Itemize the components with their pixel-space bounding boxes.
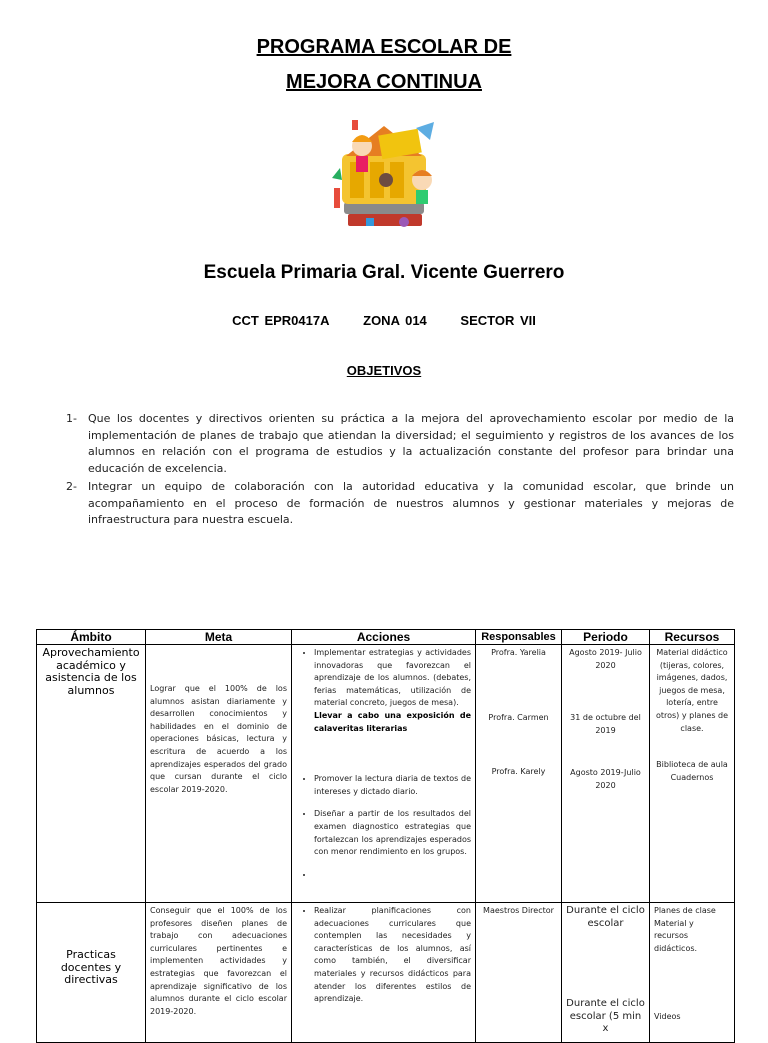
responsable-2: Profra. Carmen [488, 712, 549, 722]
action-text: Implementar estrategias y actividades innovadoras que favorezcan el aprendizaje de los alumnos. (debates, ferias matemáticas, utilización de material concreto, juegos de mesa). [314, 648, 471, 708]
meta-text: Lograr que el 100% de los alumnos asistan diariamente y desarrollen conocimientos y habilidades en el dominio de operaciones básicas, lectura y escritura de acuerdo a los aprendizajes esperados del grado que cursan durante el ciclo escolar 2019-2020. [150, 684, 287, 794]
cell-acciones [292, 903, 476, 1043]
header-recursos: Recursos [650, 630, 735, 645]
periodo-1: Agosto 2019- Julio 2020 [569, 648, 642, 670]
action-item-empty [314, 869, 471, 882]
recurso-2: Videos [654, 1012, 681, 1022]
table-row [37, 645, 735, 903]
cell-periodo [562, 903, 650, 1043]
action-item: • Realizar planificaciones con adecuaciones curriculares que contemplen las necesidades y características de los alumnos, así como también, el diversificar materiales y recursos didácticos para atender los diferentes estilos de aprendizaje. [314, 905, 471, 1006]
zona-code: ZONA 014 [363, 313, 427, 328]
header-responsables: Responsables [476, 630, 562, 645]
cct-code: CCT EPR0417A [232, 313, 330, 328]
header-meta: Meta [146, 630, 292, 645]
periodo-2: Durante el ciclo escolar (5 min x [566, 998, 645, 1035]
periodo-2: 31 de octubre del 2019 [570, 713, 641, 735]
cell-meta: Conseguir que el 100% de los profesores diseñen planes de trabajo con adecuaciones curriculares pertinentes e implementen actividades y estrategias que favorezcan el aprendizaje significativo de los alumnos durante el ciclo escolar 2019-2020. [146, 903, 292, 1043]
objectives-heading: OBJETIVOS [346, 363, 422, 378]
school-name: Escuela Primaria Gral. Vicente Guerrero [203, 262, 565, 283]
objective-item [66, 479, 734, 529]
cell-recursos [650, 645, 735, 903]
cell-acciones [292, 645, 476, 903]
objective-number: 2- [66, 480, 77, 493]
objective-text: Que los docentes y directivos orienten su práctica a la mejora del aprovechamiento escolar por medio de la implementación de planes de trabajo que atiendan la diversidad; el seguimiento y registros de los avances de los alumnos en relación con el programa de estudios y la actualización constante del profesor para brindar una educación de excelencia. [88, 412, 734, 475]
header-ambito: Ámbito [37, 630, 146, 645]
objective-item [66, 411, 734, 477]
periodo-1: Durante el ciclo escolar [566, 905, 645, 929]
cell-ambito: Practicas docentes y directivas [37, 903, 146, 1043]
cell-meta [146, 645, 292, 903]
action-item [314, 647, 471, 735]
plan-table [36, 629, 735, 1043]
school-codes [0, 313, 768, 328]
responsable-3: Profra. Karely [491, 767, 546, 777]
action-bold-text: Llevar a cabo una exposición de calaveritas literarias [314, 710, 471, 733]
objective-number: 1- [66, 412, 77, 425]
cell-recursos [650, 903, 735, 1043]
cell-periodo [562, 645, 650, 903]
action-item: • Diseñar a partir de los resultados del examen diagnostico estrategias que fortalezcan los aprendizajes esperados con menor rendimiento en los grupos. [314, 808, 471, 858]
cell-ambito: Aprovechamiento académico y asistencia de los alumnos [37, 645, 146, 903]
header-periodo: Periodo [562, 630, 650, 645]
page-title-line1: PROGRAMA ESCOLAR DE [256, 36, 512, 58]
cell-responsables: Maestros Director [476, 903, 562, 1043]
periodo-3: Agosto 2019-Julio 2020 [570, 768, 641, 790]
responsable-1: Profra. Yarelia [491, 648, 546, 657]
table-header-row [37, 630, 735, 645]
sector-code: SECTOR VII [460, 313, 536, 328]
recurso-1: Planes de clase Material y recursos didácticos. [654, 906, 716, 953]
recurso-1: Material didáctico (tijeras, colores, imágenes, dados, juegos de mesa, lotería, entre otros) y planes de clase. [655, 648, 729, 733]
header-acciones: Acciones [292, 630, 476, 645]
objective-text: Integrar un equipo de colaboración con la autoridad educativa y la comunidad escolar, que brinde un acompañamiento en el proceso de formación de nuestros alumnos y gestionar materiales y mejoras de infraestructura para nuestra escuela. [88, 480, 734, 526]
page-title-line2: MEJORA CONTINUA [286, 71, 482, 93]
cell-responsables [476, 645, 562, 903]
school-illustration-logo [326, 118, 444, 240]
table-row [37, 903, 735, 1043]
action-item: • Promover la lectura diaria de textos de intereses y dictado diario. [314, 773, 471, 798]
recurso-2: Biblioteca de aula Cuadernos [656, 760, 728, 782]
